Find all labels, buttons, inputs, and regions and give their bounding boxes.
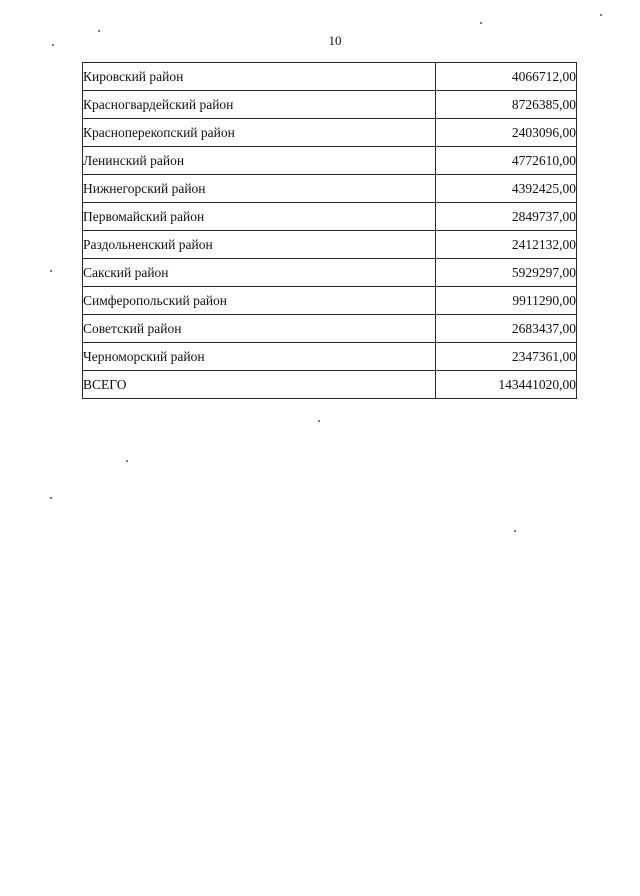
district-amount: 4392425,00 <box>436 175 577 203</box>
scan-speck <box>126 460 128 462</box>
district-name: Советский район <box>83 315 436 343</box>
table-row <box>83 315 577 343</box>
district-amount: 2849737,00 <box>436 203 577 231</box>
district-name: Раздольненский район <box>83 231 436 259</box>
district-name: Красноперекопский район <box>83 119 436 147</box>
table-row <box>83 287 577 315</box>
district-amount: 2683437,00 <box>436 315 577 343</box>
table-row <box>83 147 577 175</box>
scan-speck <box>52 44 54 46</box>
table-row <box>83 63 577 91</box>
district-amount: 2412132,00 <box>436 231 577 259</box>
scan-speck <box>600 14 602 16</box>
district-name: Нижнегорский район <box>83 175 436 203</box>
scan-speck <box>50 270 52 272</box>
district-name: Сакский район <box>83 259 436 287</box>
district-amount: 2347361,00 <box>436 343 577 371</box>
total-row <box>83 371 577 399</box>
district-name: Симферопольский район <box>83 287 436 315</box>
scan-speck <box>480 22 482 24</box>
district-name: Черноморский район <box>83 343 436 371</box>
scan-speck <box>98 30 100 32</box>
total-amount: 143441020,00 <box>436 371 577 399</box>
page-number: 10 <box>328 33 342 48</box>
district-amount: 4772610,00 <box>436 147 577 175</box>
scan-speck <box>50 497 52 499</box>
table-row <box>83 343 577 371</box>
table-row <box>83 175 577 203</box>
district-name: Первомайский район <box>83 203 436 231</box>
scan-speck <box>514 530 516 532</box>
district-amount: 9911290,00 <box>436 287 577 315</box>
district-name: Кировский район <box>83 63 436 91</box>
table-row <box>83 119 577 147</box>
table-row <box>83 259 577 287</box>
table-row <box>83 91 577 119</box>
district-amount: 8726385,00 <box>436 91 577 119</box>
district-table <box>82 62 577 399</box>
district-name: Красногвардейский район <box>83 91 436 119</box>
total-label: ВСЕГО <box>83 371 436 399</box>
district-amount: 5929297,00 <box>436 259 577 287</box>
table-row <box>83 203 577 231</box>
district-amount: 2403096,00 <box>436 119 577 147</box>
district-name: Ленинский район <box>83 147 436 175</box>
scan-speck <box>318 420 320 422</box>
district-amount: 4066712,00 <box>436 63 577 91</box>
table-row <box>83 231 577 259</box>
